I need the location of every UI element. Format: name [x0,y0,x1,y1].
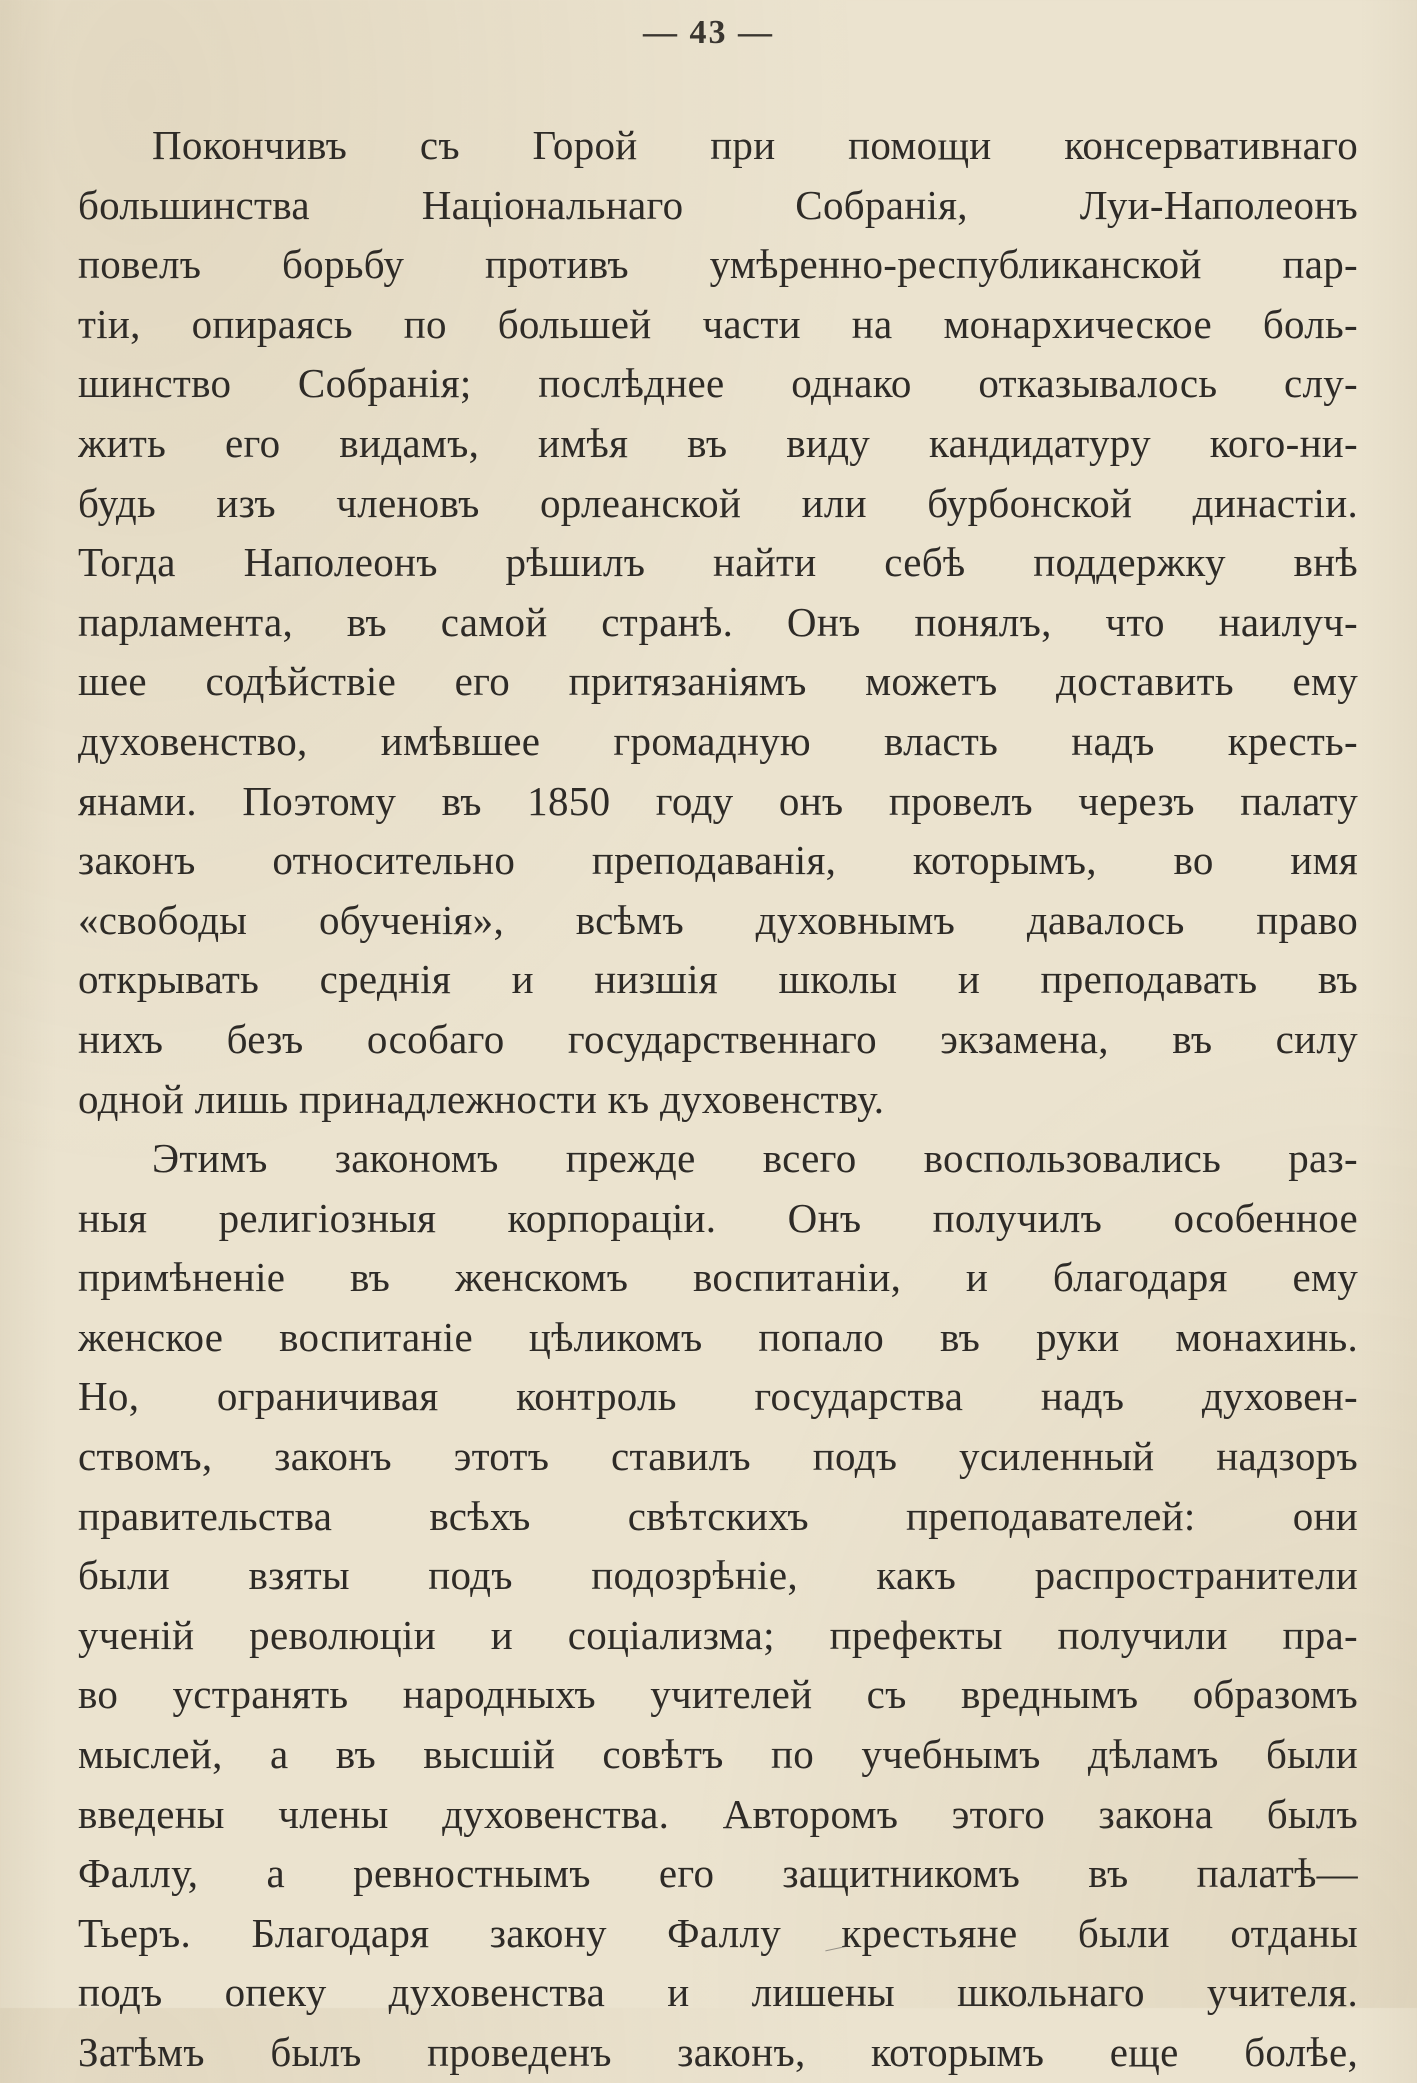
text-line: открывать среднія и низшія школы и преподавать въ [78,956,1358,1003]
text-line: Затѣмъ былъ проведенъ законъ, которымъ еще болѣе, [78,2029,1358,2075]
text-line: шинство Собранія; послѣднее однако отказывалось слу- [78,360,1358,407]
text-line: повелъ борьбу противъ умѣренно-республиканской пар- [78,241,1358,288]
paragraph-1 [78,116,1358,1129]
text-line: законъ относительно преподаванія, которымъ, во имя [78,837,1358,884]
text-line: парламента, въ самой странѣ. Онъ понялъ, что наилуч- [78,598,1358,645]
text-line: Тьеръ. Благодаря закону Фаллу крестьяне были отданы [78,1909,1358,1956]
text-line: жить его видамъ, имѣя въ виду кандидатуру кого-ни- [78,419,1358,466]
text-line: ныя религіозныя корпораціи. Онъ получилъ особенное [78,1194,1358,1241]
text-line: Покончивъ съ Горой при помощи консервативнаго [152,122,1358,168]
text-line: будь изъ членовъ орлеанской или бурбонской династіи. [78,479,1358,526]
text-line: были взяты подъ подозрѣніе, какъ распространители [78,1552,1358,1599]
text-line: во устранять народныхъ учителей съ вреднымъ образомъ [78,1671,1358,1718]
text-line: правительства всѣхъ свѣтскихъ преподавателей: они [78,1492,1358,1539]
text-line: тіи, опираясь по большей части на монархическое боль- [78,300,1358,347]
text-line: женское воспитаніе цѣликомъ попало въ руки монахинь. [78,1313,1358,1360]
text-line: нихъ безъ особаго государственнаго экзамена, въ силу [78,1015,1358,1062]
text-line: Фаллу, а ревностнымъ его защитникомъ въ палатѣ— [78,1850,1358,1897]
text-line: большинства Національнаго Собранія, Луи-Наполеонъ [78,181,1358,228]
text-line: «свободы обученія», всѣмъ духовнымъ давалось право [78,896,1358,943]
text-line: одной лишь принадлежности къ духовенству. [78,1075,885,1122]
paragraph-2 [78,1129,1358,2083]
text-line: янами. Поэтому въ 1850 году онъ провелъ черезъ палату [78,777,1358,824]
text-line: примѣненіе въ женскомъ воспитаніи, и благодаря ему [78,1254,1358,1301]
page-number: — 43 — [643,14,774,51]
text-line: шее содѣйствіе его притязаніямъ можетъ доставить ему [78,658,1358,705]
text-line: мыслей, а въ высшій совѣтъ по учебнымъ дѣламъ были [78,1731,1358,1778]
text-line: введены члены духовенства. Авторомъ этого закона былъ [78,1790,1358,1837]
text-line: Тогда Наполеонъ рѣшилъ найти себѣ поддержку внѣ [78,539,1358,586]
text-line: Этимъ закономъ прежде всего воспользовались раз- [152,1135,1358,1182]
body-text [78,116,1358,2083]
text-line: подъ опеку духовенства и лишены школьнаго учителя. [78,1969,1358,2016]
text-line: ученій революціи и соціализма; префекты получили пра- [78,1611,1358,1658]
text-line: духовенство, имѣвшее громадную власть надъ кресть- [78,717,1358,764]
text-line: Но, ограничивая контроль государства надъ духовен- [78,1373,1358,1420]
text-line: ствомъ, законъ этотъ ставилъ подъ усиленный надзоръ [78,1433,1358,1480]
